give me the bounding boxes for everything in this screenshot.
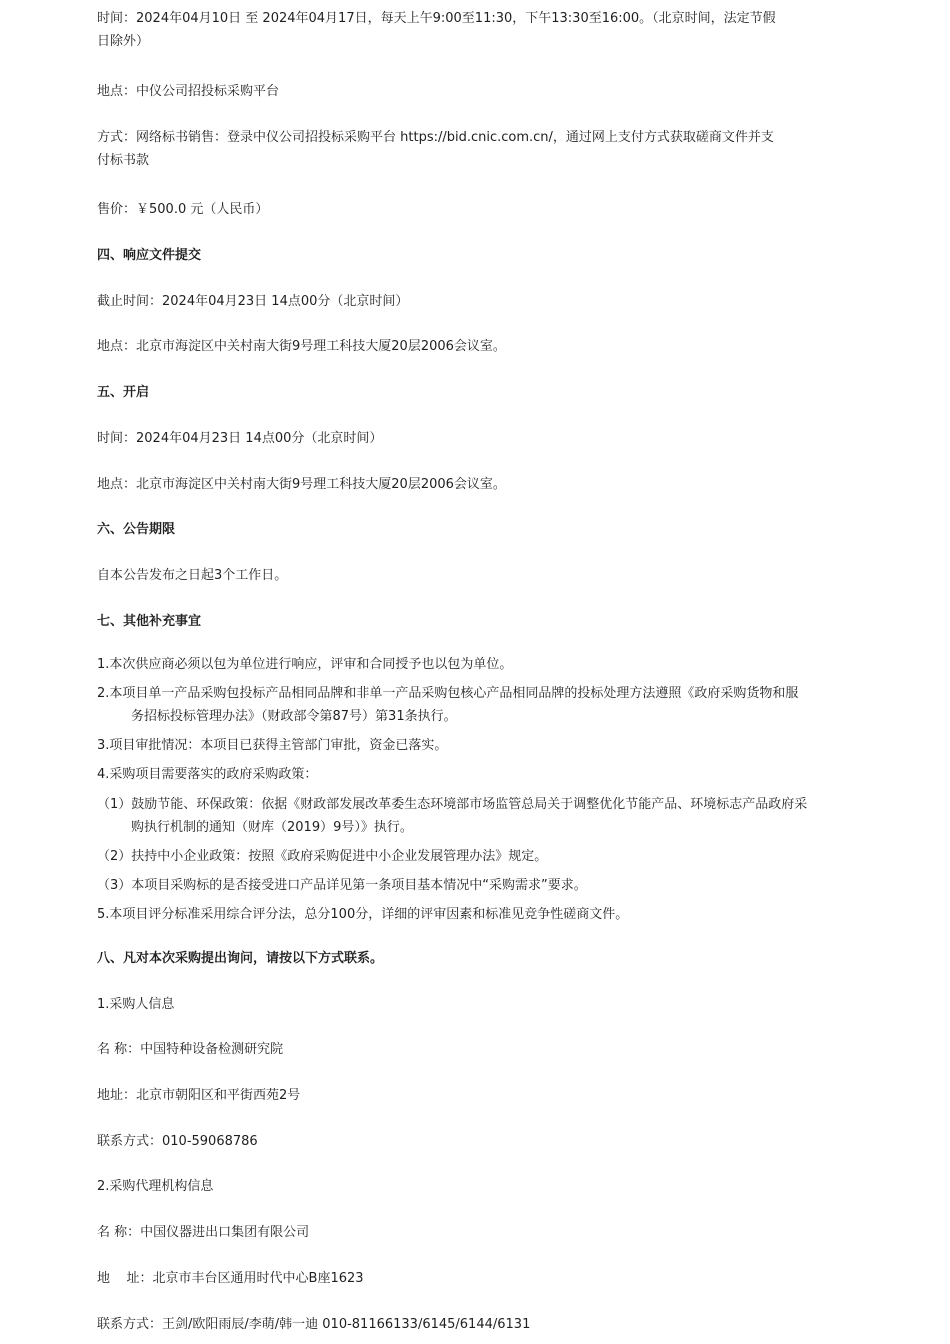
buyer-contact: 联系方式：010-59068786	[97, 1134, 258, 1149]
sale-method: 方式：网络标书销售：登录中仪公司招投标采购平台 https://bid.cnic.com.cn/，通过网上支付方式获取磋商文件并支付标书款	[97, 130, 774, 168]
notice-period-text: 自本公告发布之日起3个工作日。	[97, 568, 288, 583]
sale-time: 时间：2024年04月10日 至 2024年04月17日，每天上午9:00至11:30，下午13:30至16:00。（北京时间，法定节假日除外）	[97, 11, 776, 49]
list-item: 3.项目审批情况：本项目已获得主管部门审批，资金已落实。	[97, 738, 448, 753]
list-item: （3）本项目采购标的是否接受进口产品详见第一条项目基本情况中“采购需求”要求。	[97, 878, 587, 893]
section-4-title: 四、响应文件提交	[97, 248, 202, 263]
opening-time: 时间：2024年04月23日 14点00分（北京时间）	[97, 431, 383, 446]
list-item: 5.本项目评分标准采用综合评分法，总分100分，详细的评审因素和标准见竞争性磋商文件。	[97, 907, 629, 922]
section-7-title: 七、其他补充事宜	[97, 614, 202, 629]
agent-contact: 联系方式：王剑/欧阳雨辰/李萌/韩一迪 010-81166133/6145/6144/6131	[97, 1317, 531, 1332]
sale-place: 地点：中仪公司招投标采购平台	[97, 84, 280, 99]
section-5-title: 五、开启	[97, 385, 150, 400]
submission-place: 地点：北京市海淀区中关村南大街9号理工科技大厦20层2006会议室。	[97, 339, 506, 354]
submission-deadline: 截止时间：2024年04月23日 14点00分（北京时间）	[97, 294, 409, 309]
list-item: 4.采购项目需要落实的政府采购政策：	[97, 767, 318, 782]
section-6-title: 六、公告期限	[97, 522, 176, 537]
buyer-address: 地址：北京市朝阳区和平街西苑2号	[97, 1088, 301, 1103]
agent-address: 地 址：北京市丰台区通用时代中心B座1623	[97, 1271, 364, 1286]
agent-name: 名 称：中国仪器进出口集团有限公司	[97, 1225, 310, 1240]
agent-heading: 2.采购代理机构信息	[97, 1179, 214, 1194]
section-8-title: 八、凡对本次采购提出询问，请按以下方式联系。	[97, 951, 384, 966]
buyer-name: 名 称：中国特种设备检测研究院	[97, 1042, 284, 1057]
opening-place: 地点：北京市海淀区中关村南大街9号理工科技大厦20层2006会议室。	[97, 477, 506, 492]
list-item: 1.本次供应商必须以包为单位进行响应，评审和合同授予也以包为单位。	[97, 657, 513, 672]
list-item: 2.本项目单一产品采购包投标产品相同品牌和非单一产品采购包核心产品相同品牌的投标处理方法遵照《政府采购货物和服务招标投标管理办法》（财政部令第87号）第31条执行。	[97, 686, 799, 724]
list-item: （2）扶持中小企业政策：按照《政府采购促进中小企业发展管理办法》规定。	[97, 849, 548, 864]
buyer-heading: 1.采购人信息	[97, 997, 175, 1012]
list-item: （1）鼓励节能、环保政策：依据《财政部发展改革委生态环境部市场监管总局关于调整优化节能产品、环境标志产品政府采购执行机制的通知（财库（2019）9号）》执行。	[97, 797, 808, 835]
sale-price: 售价：￥500.0 元（人民币）	[97, 202, 269, 217]
